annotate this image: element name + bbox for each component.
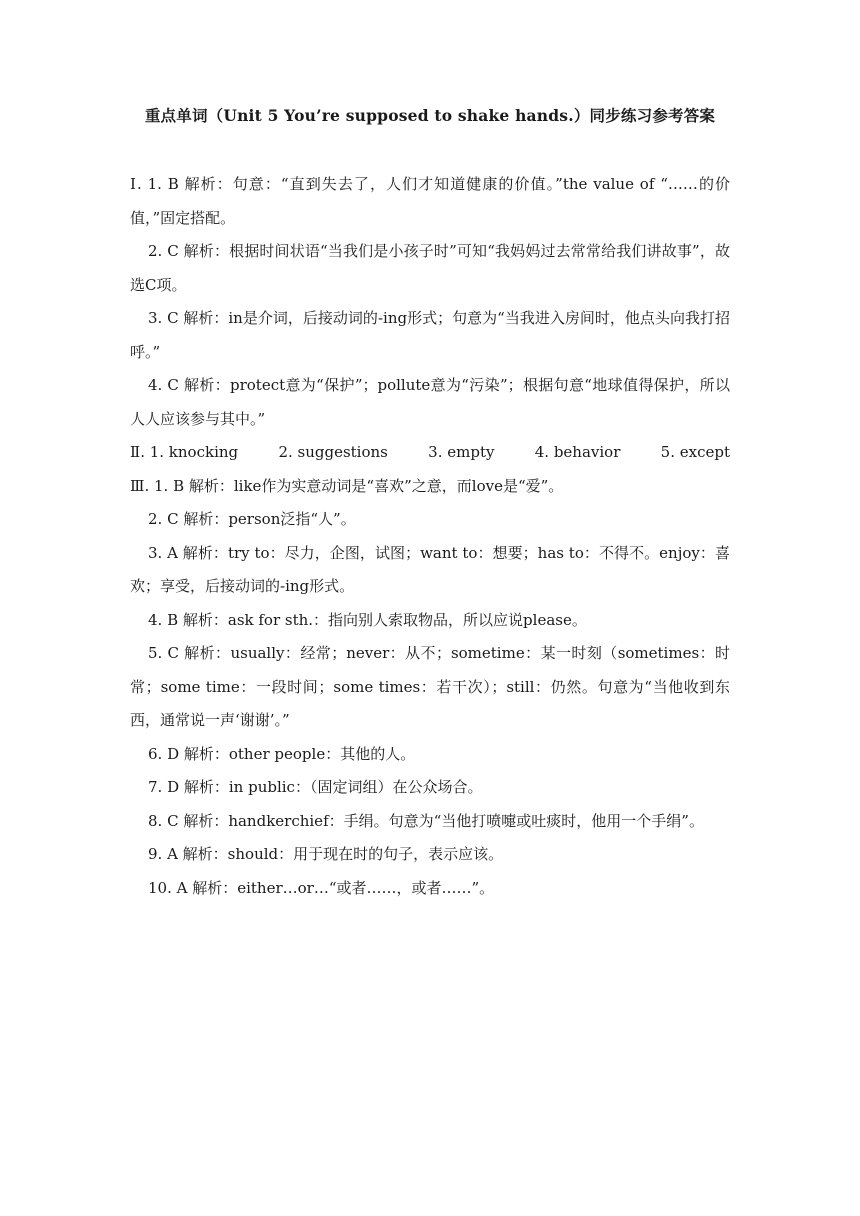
answer-2-2: 2. suggestions [278, 443, 388, 461]
answer-1-2: 2. C 解析：根据时间状语“当我们是小孩子时”可知“我妈妈过去常常给我们讲故事”，故选C项。 [130, 242, 730, 294]
answer-2-5: 5. except [660, 443, 730, 461]
answer-2-4: 4. behavior [534, 443, 621, 461]
answer-1-1: Ⅰ. 1. B 解析：句意：“直到失去了，人们才知道健康的价值。”the value of “……的价值，”固定搭配。 [130, 175, 730, 227]
answer-2-3: 3. empty [428, 443, 495, 461]
answer-3-5: 5. C 解析：usually：经常；never：从不；sometime：某一时刻（sometimes：时常；some time：一段时间；some times：若干次）；still：仍然。句意为“当他收到东西，通常说一声‘谢谢’。” [130, 644, 730, 729]
answer-3-8: 8. C 解析：handkerchief：手绢。句意为“当他打喷嚏或吐痰时，他用一个手绢”。 [148, 811, 704, 830]
answer-section-2 [130, 436, 730, 470]
answer-3-9: 9. A 解析：should：用于现在时的句子，表示应该。 [148, 845, 504, 863]
answer-3-4: 4. B 解析：ask for sth.：指向别人索取物品，所以应说please。 [148, 610, 587, 629]
answer-content [130, 168, 730, 905]
answer-3-3: 3. A 解析：try to：尽力，企图，试图；want to：想要；has to：不得不。enjoy：喜欢；享受，后接动词的-ing形式。 [130, 543, 730, 595]
answer-3-1: Ⅲ. 1. B 解析：like作为实意动词是“喜欢”之意，而love是“爱”。 [130, 476, 564, 495]
answer-3-2: 2. C 解析：person泛指“人”。 [148, 510, 356, 528]
answer-3-10: 10. A 解析：either…or…“或者……，或者……”。 [148, 878, 495, 897]
answer-2-1: Ⅱ. 1. knocking [130, 443, 239, 461]
answer-3-7: 7. D 解析：in public：（固定词组）在公众场合。 [148, 778, 483, 796]
answer-1-4: 4. C 解析：protect意为“保护”；pollute意为“污染”；根据句意“地球值得保护，所以人人应该参与其中。” [130, 376, 730, 428]
document-title: 重点单词（Unit 5 You’re supposed to shake hands.）同步练习参考答案 [144, 106, 716, 125]
answer-3-6: 6. D 解析：other people：其他的人。 [148, 744, 416, 763]
answer-1-3: 3. C 解析：in是介词，后接动词的-ing形式；句意为“当我进入房间时，他点头向我打招呼。” [130, 309, 730, 361]
